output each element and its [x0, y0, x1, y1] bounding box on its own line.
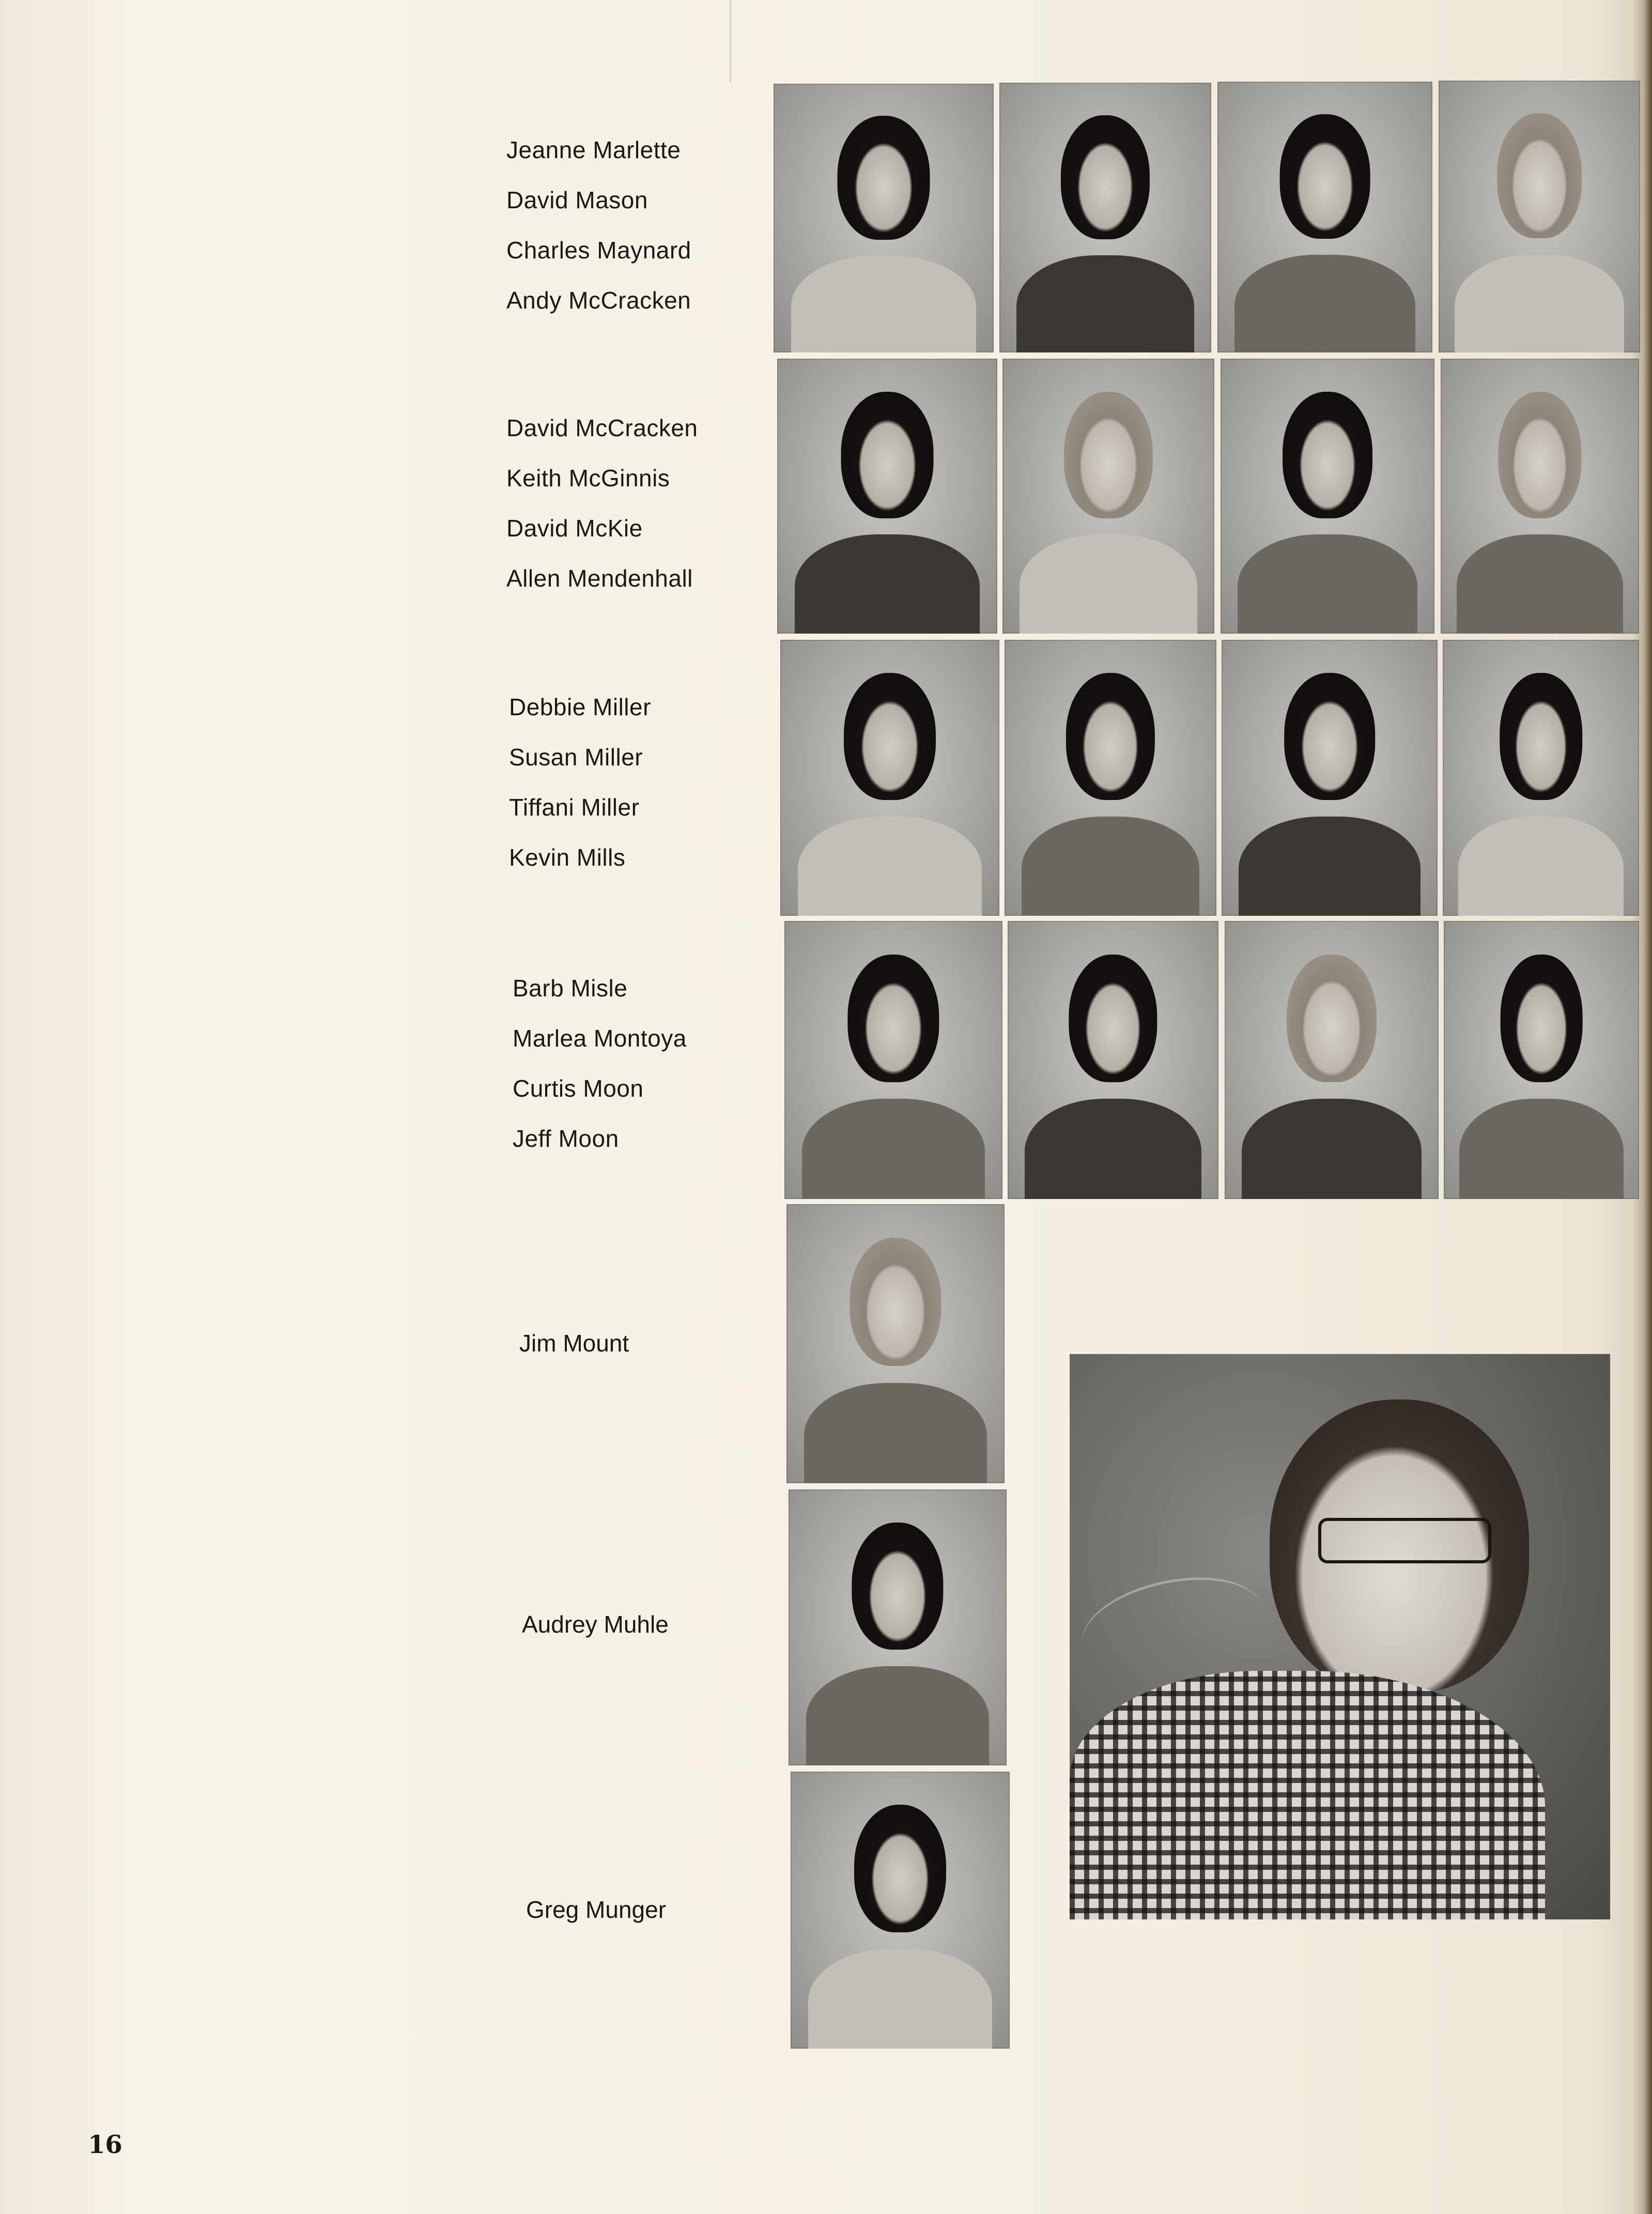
portrait-photo — [780, 640, 999, 916]
student-name: Charles Maynard — [506, 237, 691, 264]
portrait-photo — [1441, 359, 1639, 634]
student-name: Tiffani Miller — [509, 794, 640, 821]
student-name: Allen Mendenhall — [506, 565, 693, 592]
name-group-3 — [509, 682, 651, 883]
student-name: Marlea Montoya — [513, 1025, 687, 1052]
portrait-photo — [1443, 640, 1639, 916]
student-name: Audrey Muhle — [522, 1611, 669, 1638]
student-name: David McKie — [506, 515, 643, 542]
portrait-photo — [1222, 640, 1438, 916]
page-number: 16 — [88, 2130, 122, 2159]
portrait-photo — [1002, 359, 1214, 634]
portrait-photo — [1439, 81, 1640, 352]
portrait-photo — [1008, 921, 1218, 1199]
student-name: Susan Miller — [509, 744, 643, 771]
student-name: Curtis Moon — [513, 1075, 644, 1102]
student-name: David Mason — [506, 187, 648, 213]
student-name: Greg Munger — [526, 1896, 667, 1923]
portrait-photo — [786, 1204, 1005, 1483]
glasses-icon — [1318, 1518, 1491, 1563]
student-name: Jeanne Marlette — [506, 136, 681, 163]
portrait-photo — [791, 1772, 1010, 2049]
page-fold-mark — [730, 0, 731, 83]
student-name: Barb Misle — [513, 975, 628, 1002]
portrait-photo — [1444, 921, 1639, 1199]
name-group-1 — [506, 125, 691, 326]
student-name: David McCracken — [506, 414, 698, 441]
student-name: Jim Mount — [519, 1330, 629, 1357]
student-name: Keith McGinnis — [506, 465, 670, 491]
portrait-photo — [1217, 82, 1432, 352]
portrait-photo — [789, 1489, 1007, 1765]
portrait-photo — [999, 83, 1211, 352]
portrait-photo — [784, 921, 1002, 1199]
portrait-photo — [777, 359, 997, 634]
student-name: Kevin Mills — [509, 844, 626, 871]
student-name: Jeff Moon — [513, 1125, 619, 1152]
student-name: Andy McCracken — [506, 287, 691, 314]
portrait-photo — [1225, 921, 1439, 1199]
portrait-photo — [1005, 640, 1216, 916]
student-name: Debbie Miller — [509, 694, 651, 720]
portrait-photo — [774, 84, 994, 352]
name-group-2 — [506, 403, 698, 604]
candid-photo — [1070, 1354, 1610, 1919]
name-group-4 — [513, 963, 687, 1164]
portrait-photo — [1221, 359, 1434, 634]
